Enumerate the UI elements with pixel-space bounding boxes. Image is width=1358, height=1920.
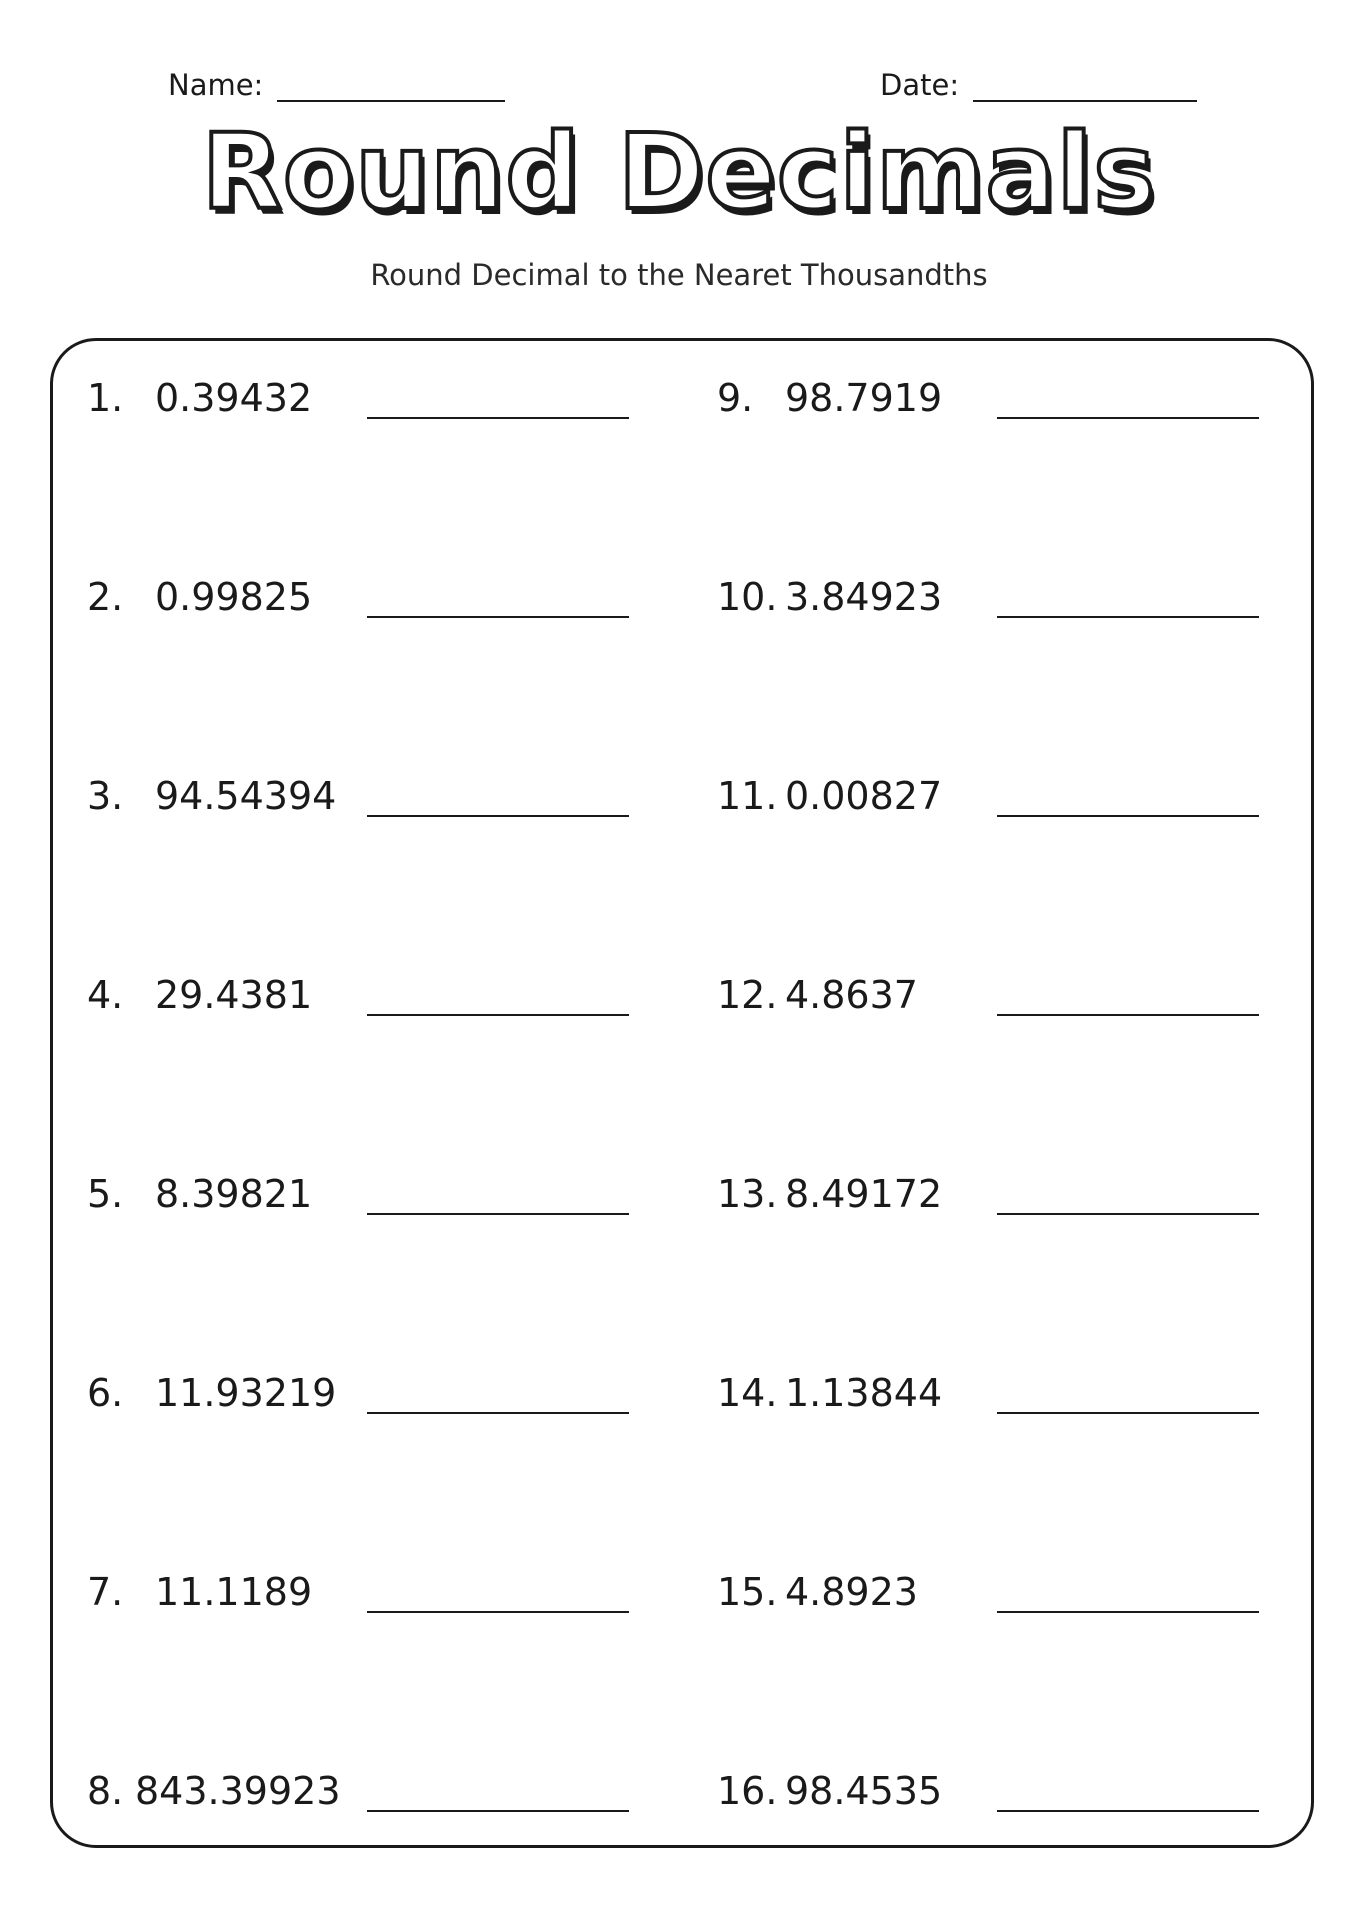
- answer-blank[interactable]: [367, 1412, 629, 1414]
- problem-number: 14.: [717, 1371, 778, 1415]
- worksheet-subtitle: Round Decimal to the Nearet Thousandths: [370, 258, 988, 292]
- problem-value: 98.7919: [785, 376, 943, 420]
- problem-number: 5.: [87, 1172, 124, 1216]
- answer-blank[interactable]: [367, 1213, 629, 1215]
- answer-blank[interactable]: [367, 1014, 629, 1016]
- problem-value: 98.4535: [785, 1769, 943, 1813]
- problem-value: 8.49172: [785, 1172, 943, 1216]
- answer-blank[interactable]: [997, 1412, 1259, 1414]
- name-label: Name:: [168, 68, 264, 102]
- answer-blank[interactable]: [997, 1810, 1259, 1812]
- problem-number: 15.: [717, 1570, 778, 1614]
- problem-number: 10.: [717, 575, 778, 619]
- answer-blank[interactable]: [367, 1611, 629, 1613]
- problem-value: 843.39923: [135, 1769, 341, 1813]
- problem-value: 94.54394: [155, 774, 337, 818]
- answer-blank[interactable]: [367, 815, 629, 817]
- problem-number: 9.: [717, 376, 754, 420]
- problems-box: [50, 338, 1314, 1848]
- problem-value: 1.13844: [785, 1371, 943, 1415]
- problem-value: 0.00827: [785, 774, 943, 818]
- answer-blank[interactable]: [367, 417, 629, 419]
- worksheet-title: Round Decimals: [201, 111, 1157, 233]
- problem-value: 29.4381: [155, 973, 313, 1017]
- problem-number: 4.: [87, 973, 124, 1017]
- problem-value: 8.39821: [155, 1172, 313, 1216]
- problem-value: 11.93219: [155, 1371, 337, 1415]
- problem-number: 8.: [87, 1769, 124, 1813]
- problem-number: 11.: [717, 774, 778, 818]
- problem-value: 3.84923: [785, 575, 943, 619]
- answer-blank[interactable]: [997, 417, 1259, 419]
- answer-blank[interactable]: [997, 1611, 1259, 1613]
- problem-number: 6.: [87, 1371, 124, 1415]
- answer-blank[interactable]: [997, 616, 1259, 618]
- name-field: [168, 68, 505, 102]
- answer-blank[interactable]: [367, 616, 629, 618]
- problem-value: 4.8637: [785, 973, 918, 1017]
- problem-number: 16.: [717, 1769, 778, 1813]
- answer-blank[interactable]: [997, 1014, 1259, 1016]
- problem-value: 4.8923: [785, 1570, 918, 1614]
- problem-number: 7.: [87, 1570, 124, 1614]
- problem-number: 3.: [87, 774, 124, 818]
- answer-blank[interactable]: [367, 1810, 629, 1812]
- date-blank[interactable]: [973, 70, 1197, 102]
- answer-blank[interactable]: [997, 815, 1259, 817]
- date-label: Date:: [880, 68, 960, 102]
- problem-number: 2.: [87, 575, 124, 619]
- problem-number: 12.: [717, 973, 778, 1017]
- date-field: [880, 68, 1197, 102]
- answer-blank[interactable]: [997, 1213, 1259, 1215]
- name-blank[interactable]: [277, 70, 505, 102]
- problem-value: 11.1189: [155, 1570, 313, 1614]
- problem-value: 0.99825: [155, 575, 313, 619]
- problem-number: 13.: [717, 1172, 778, 1216]
- problem-value: 0.39432: [155, 376, 313, 420]
- problem-number: 1.: [87, 376, 124, 420]
